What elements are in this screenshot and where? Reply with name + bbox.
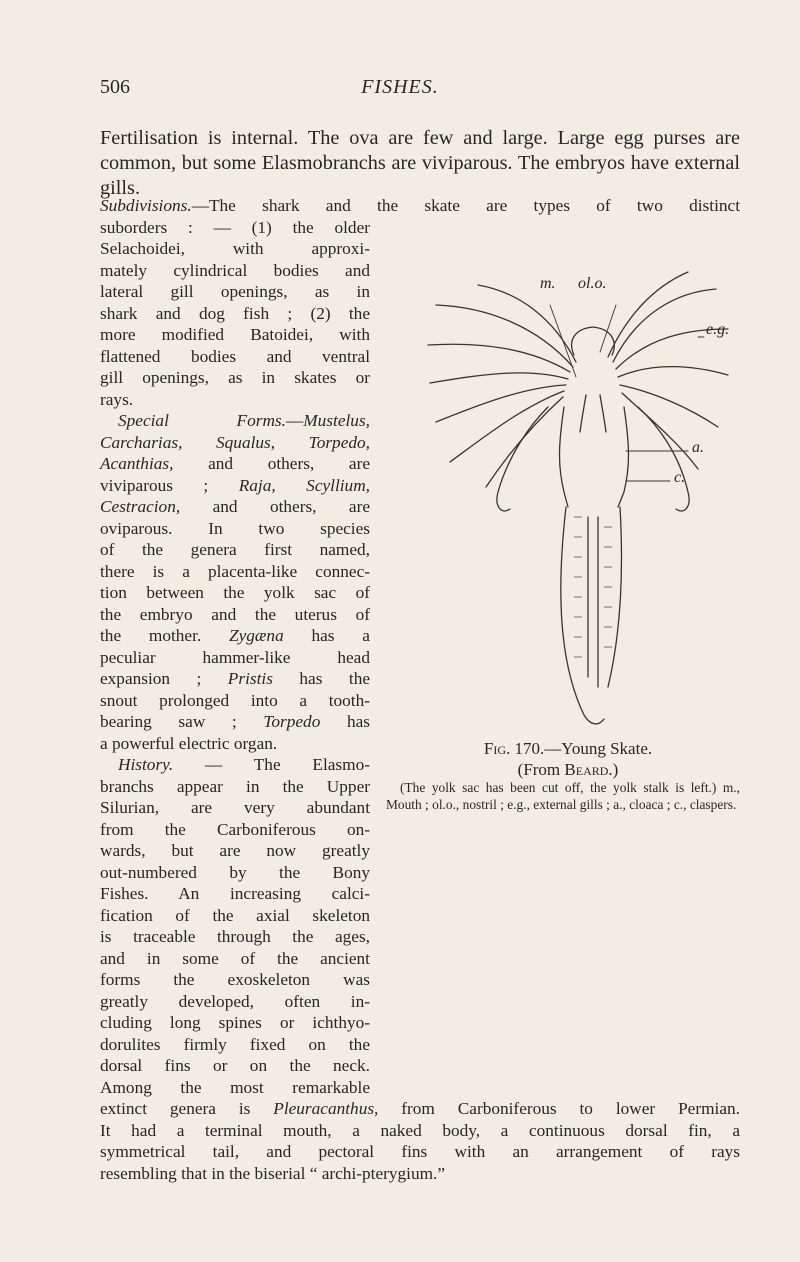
text-line xyxy=(100,475,370,497)
text-line: flattened bodies and ventral xyxy=(100,346,370,366)
text-line-part: and others, are xyxy=(173,454,370,473)
text-line-part: expansion ; xyxy=(100,669,228,688)
text-line-part: the mother. xyxy=(100,626,229,645)
text-line: a powerful electric organ. xyxy=(100,733,278,753)
text-line-part: viviparous ; xyxy=(100,475,239,495)
genus-name: Squalus, xyxy=(216,432,276,452)
text-line: greatly developed, often in- xyxy=(100,991,370,1011)
text-line: and in some of the ancient xyxy=(100,948,370,968)
text-line: is traceable through the ages, xyxy=(100,927,370,946)
text-line: oviparous. In two species xyxy=(100,518,370,538)
text-line: shark and dog fish ; (2) the xyxy=(100,303,370,323)
text-line: It had a terminal mouth, a naked body, a continuous dorsal fin, a xyxy=(100,1120,740,1140)
label-cloaca: a. xyxy=(692,439,704,456)
text-line: branchs appear in the Upper xyxy=(100,776,370,796)
text-line: wards, but are now greatly xyxy=(100,841,370,860)
text-line-part: — xyxy=(285,411,304,430)
text-line xyxy=(100,496,370,518)
intro-paragraph: Fertilisation is internal. The ova are few and large. Large egg purses are common, but some Elasmobranchs are viviparous. The embryos have external gills. xyxy=(100,127,740,199)
text-line: snout prolonged into a tooth- xyxy=(100,690,370,710)
genus-name: Cestracion, xyxy=(100,497,181,516)
text-line-part: extinct genera is xyxy=(100,1099,274,1118)
text-line: gill openings, as in skates or xyxy=(100,368,370,387)
text-line xyxy=(100,711,370,733)
label-claspers: c. xyxy=(674,469,686,486)
text-line-part: has the xyxy=(272,669,370,688)
text-line xyxy=(100,1098,740,1120)
text-line: dorsal fins or on the neck. xyxy=(100,1056,370,1075)
running-title: FISHES. xyxy=(361,76,439,98)
page-number: 506 xyxy=(100,76,130,98)
text-line xyxy=(100,453,370,475)
text-line: cluding long spines or ichthyo- xyxy=(100,1013,370,1032)
subdivisions-heading: Subdivisions. xyxy=(100,196,192,215)
special-forms-heading: Special Forms. xyxy=(118,411,286,430)
text-line: rays. xyxy=(100,389,134,409)
genus-name: Pristis xyxy=(227,669,273,688)
genus-name: Torpedo, xyxy=(308,432,370,452)
text-line xyxy=(100,195,740,217)
text-line: more modified Batoidei, with xyxy=(100,325,370,344)
genus-name: Zygæna xyxy=(228,626,284,645)
genus-name: Raja, xyxy=(238,475,276,495)
text-line: the embryo and the uterus of xyxy=(100,604,370,624)
text-line xyxy=(100,625,370,647)
genus-name: Torpedo xyxy=(263,712,321,731)
caption-title: —Young Skate. xyxy=(544,739,653,758)
label-nostril: ol.o. xyxy=(578,275,607,292)
text-line xyxy=(100,668,370,690)
genus-name: Scyllium, xyxy=(306,475,370,495)
history-heading: History. xyxy=(118,755,174,774)
text-line xyxy=(100,432,370,454)
text-line xyxy=(100,754,370,776)
caption-source-pre: (From xyxy=(517,760,565,779)
text-line-part: and others, are xyxy=(180,497,370,516)
caption-source-line xyxy=(398,759,738,780)
text-line: of the genera first named, xyxy=(100,540,370,559)
text-line: fication of the axial skeleton xyxy=(100,905,370,925)
text-line: peculiar hammer-like head xyxy=(100,647,370,667)
label-external-gills: e.g. xyxy=(706,321,730,338)
text-line-part: from Carboniferous to lower Permian. xyxy=(378,1099,740,1118)
figure-note: (The yolk sac has been cut off, the yolk stalk is left.) m., Mouth ; ol.o., nostril ; e.g., external gills ; a., cloaca ; c., claspers. xyxy=(386,780,740,812)
genus-name: Carcharias, xyxy=(100,432,183,452)
text-line: there is a placenta-like connec- xyxy=(100,561,370,581)
text-line-part: bearing saw ; xyxy=(100,712,264,731)
text-line: symmetrical tail, and pectoral fins with an arrangement of rays xyxy=(100,1142,740,1161)
text-line: suborders : — (1) the older xyxy=(100,217,370,237)
text-line-part: —The shark and the skate are types of two distinct xyxy=(191,196,740,215)
caption-fig: Fig. xyxy=(483,739,511,758)
text-line-part: has xyxy=(320,712,370,731)
caption-number: 170. xyxy=(514,739,545,758)
young-skate-figure xyxy=(398,257,738,732)
text-line-part: — The Elasmo- xyxy=(173,755,370,774)
caption-source-author: Beard. xyxy=(564,760,613,779)
text-line: from the Carboniferous on- xyxy=(100,819,370,839)
text-line: Silurian, are very abundant xyxy=(100,798,370,817)
caption-title-line xyxy=(398,738,738,759)
text-line: Fishes. An increasing calci- xyxy=(100,884,370,903)
label-mouth: m. xyxy=(540,275,556,292)
young-skate-illustration xyxy=(398,257,738,732)
text-line: lateral gill openings, as in xyxy=(100,282,370,301)
text-line: Among the most remarkable xyxy=(100,1077,370,1097)
figure-caption xyxy=(398,738,738,780)
genus-name: Mustelus, xyxy=(303,411,370,430)
text-line: forms the exoskeleton was xyxy=(100,970,370,989)
text-line: Selachoidei, with approxi- xyxy=(100,239,370,258)
text-line-part: has a xyxy=(283,626,370,645)
caption-source-post: ) xyxy=(612,760,619,779)
text-line: out-numbered by the Bony xyxy=(100,862,370,882)
text-line xyxy=(100,410,370,432)
text-line: mately cylindrical bodies and xyxy=(100,260,370,280)
text-line: dorulites firmly fixed on the xyxy=(100,1034,370,1054)
genus-name: Acanthias, xyxy=(100,454,174,473)
text-line: resembling that in the biserial “ archi-pterygium.” xyxy=(100,1163,446,1183)
text-line: tion between the yolk sac of xyxy=(100,583,370,602)
genus-name: Pleuracanthus, xyxy=(273,1099,379,1118)
